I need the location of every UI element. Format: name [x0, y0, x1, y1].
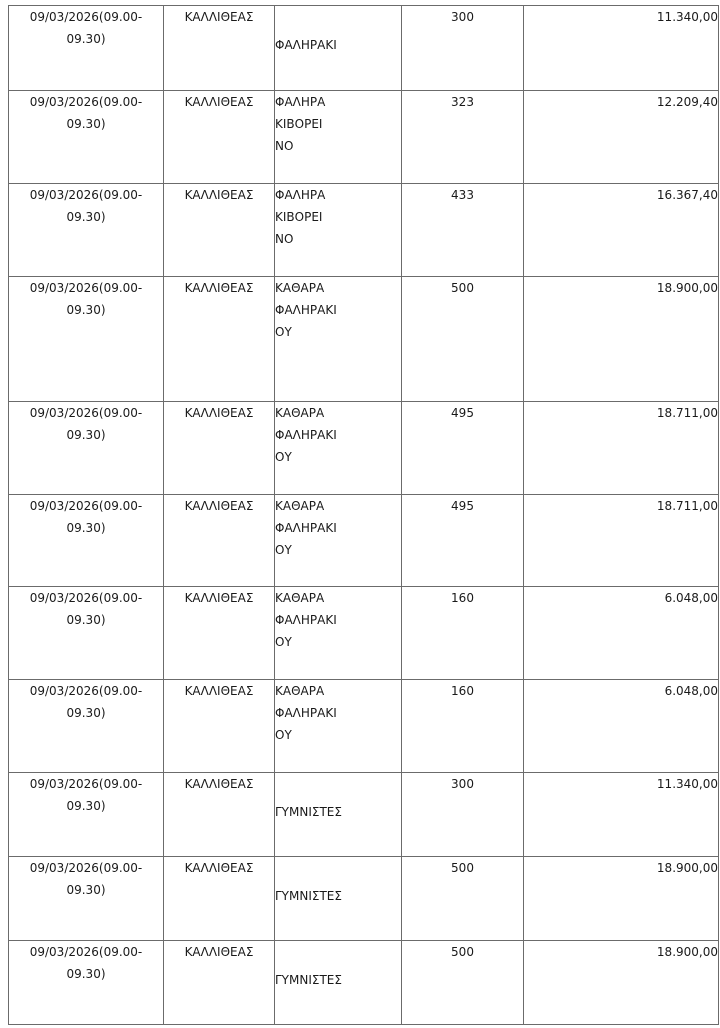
beach-cell: [275, 402, 402, 495]
amount-cell: 6.048,00: [524, 680, 719, 773]
amount-cell: 18.900,00: [524, 277, 719, 402]
beach-name-text: ΦΑΛΗΡΑΚΙ: [275, 38, 337, 52]
beach-name-text: ΦΑΛΗΡΑΚΙ: [275, 428, 337, 442]
beach-cell: [275, 495, 402, 587]
table-row: [9, 680, 719, 773]
quantity-cell: 160: [402, 680, 524, 773]
beach-name-text: ΝΟ: [275, 232, 294, 246]
date-time-cell: [9, 6, 164, 91]
amount-cell: 18.711,00: [524, 495, 719, 587]
beach-cell: [275, 941, 402, 1025]
date-time-text: 09.30): [66, 521, 106, 535]
beach-cell: [275, 773, 402, 857]
municipality-cell: ΚΑΛΛΙΘΕΑΣ: [164, 91, 275, 184]
amount-cell: 18.900,00: [524, 857, 719, 941]
amount-cell: 11.340,00: [524, 6, 719, 91]
municipality-cell: ΚΑΛΛΙΘΕΑΣ: [164, 277, 275, 402]
beach-name-text: ΚΑΘΑΡΑ: [275, 406, 325, 420]
table-row: [9, 184, 719, 277]
schedule-table-body: [9, 6, 719, 1025]
date-time-cell: [9, 91, 164, 184]
beach-cell: [275, 184, 402, 277]
beach-cell: [275, 857, 402, 941]
date-time-cell: [9, 495, 164, 587]
date-time-text: 09.30): [66, 883, 106, 897]
date-time-text: 09.30): [66, 428, 106, 442]
table-row: [9, 773, 719, 857]
beach-name-text: ΚΑΘΑΡΑ: [275, 281, 325, 295]
date-time-text: 09.30): [66, 303, 106, 317]
table-row: [9, 495, 719, 587]
quantity-cell: 300: [402, 6, 524, 91]
beach-name-text: ΟΥ: [275, 635, 292, 649]
amount-cell: 16.367,40: [524, 184, 719, 277]
date-time-text: 09/03/2026(09.00-: [29, 777, 143, 791]
municipality-cell: ΚΑΛΛΙΘΕΑΣ: [164, 587, 275, 680]
quantity-cell: 433: [402, 184, 524, 277]
date-time-cell: [9, 277, 164, 402]
municipality-cell: ΚΑΛΛΙΘΕΑΣ: [164, 402, 275, 495]
date-time-text: 09/03/2026(09.00-: [29, 499, 143, 513]
date-time-text: 09/03/2026(09.00-: [29, 188, 143, 202]
date-time-cell: [9, 402, 164, 495]
date-time-text: 09.30): [66, 32, 106, 46]
date-time-text: 09.30): [66, 117, 106, 131]
municipality-cell: ΚΑΛΛΙΘΕΑΣ: [164, 857, 275, 941]
beach-cell: [275, 680, 402, 773]
date-time-cell: [9, 587, 164, 680]
beach-name-text: ΚΑΘΑΡΑ: [275, 684, 325, 698]
schedule-table: [8, 5, 719, 1025]
date-time-cell: [9, 857, 164, 941]
quantity-cell: 500: [402, 857, 524, 941]
beach-cell: [275, 587, 402, 680]
date-time-text: 09/03/2026(09.00-: [29, 861, 143, 875]
date-time-text: 09/03/2026(09.00-: [29, 945, 143, 959]
date-time-text: 09/03/2026(09.00-: [29, 95, 143, 109]
beach-name-text: ΚΑΘΑΡΑ: [275, 499, 325, 513]
beach-name-text: ΦΑΛΗΡΑ: [275, 188, 326, 202]
quantity-cell: 500: [402, 277, 524, 402]
quantity-cell: 500: [402, 941, 524, 1025]
beach-name-text: ΓΥΜΝΙΣΤΕΣ: [275, 973, 342, 987]
table-row: [9, 857, 719, 941]
municipality-cell: ΚΑΛΛΙΘΕΑΣ: [164, 773, 275, 857]
municipality-cell: ΚΑΛΛΙΘΕΑΣ: [164, 495, 275, 587]
beach-name-text: ΝΟ: [275, 139, 294, 153]
date-time-text: 09.30): [66, 967, 106, 981]
beach-name-text: ΦΑΛΗΡΑ: [275, 95, 326, 109]
beach-name-text: ΚΙΒΟΡΕΙ: [275, 210, 323, 224]
date-time-text: 09.30): [66, 613, 106, 627]
quantity-cell: 160: [402, 587, 524, 680]
date-time-text: 09/03/2026(09.00-: [29, 684, 143, 698]
beach-name-text: ΟΥ: [275, 450, 292, 464]
date-time-text: 09.30): [66, 706, 106, 720]
date-time-cell: [9, 941, 164, 1025]
date-time-cell: [9, 680, 164, 773]
municipality-cell: ΚΑΛΛΙΘΕΑΣ: [164, 941, 275, 1025]
municipality-cell: ΚΑΛΛΙΘΕΑΣ: [164, 6, 275, 91]
beach-name-text: ΚΙΒΟΡΕΙ: [275, 117, 323, 131]
date-time-text: 09/03/2026(09.00-: [29, 281, 143, 295]
beach-name-text: ΟΥ: [275, 325, 292, 339]
amount-cell: 12.209,40: [524, 91, 719, 184]
beach-name-text: ΓΥΜΝΙΣΤΕΣ: [275, 805, 342, 819]
amount-cell: 18.900,00: [524, 941, 719, 1025]
date-time-text: 09.30): [66, 799, 106, 813]
beach-name-text: ΚΑΘΑΡΑ: [275, 591, 325, 605]
amount-cell: 18.711,00: [524, 402, 719, 495]
municipality-cell: ΚΑΛΛΙΘΕΑΣ: [164, 184, 275, 277]
beach-name-text: ΦΑΛΗΡΑΚΙ: [275, 521, 337, 535]
beach-name-text: ΟΥ: [275, 728, 292, 742]
beach-name-text: ΓΥΜΝΙΣΤΕΣ: [275, 889, 342, 903]
beach-cell: [275, 91, 402, 184]
beach-name-text: ΟΥ: [275, 543, 292, 557]
date-time-text: 09.30): [66, 210, 106, 224]
quantity-cell: 495: [402, 402, 524, 495]
date-time-text: 09/03/2026(09.00-: [29, 10, 143, 24]
table-row: [9, 402, 719, 495]
table-row: [9, 941, 719, 1025]
date-time-cell: [9, 184, 164, 277]
quantity-cell: 323: [402, 91, 524, 184]
beach-cell: [275, 6, 402, 91]
beach-cell: [275, 277, 402, 402]
table-row: [9, 6, 719, 91]
amount-cell: 11.340,00: [524, 773, 719, 857]
table-row: [9, 277, 719, 402]
beach-name-text: ΦΑΛΗΡΑΚΙ: [275, 303, 337, 317]
date-time-text: 09/03/2026(09.00-: [29, 406, 143, 420]
table-row: [9, 91, 719, 184]
date-time-cell: [9, 773, 164, 857]
date-time-text: 09/03/2026(09.00-: [29, 591, 143, 605]
beach-name-text: ΦΑΛΗΡΑΚΙ: [275, 706, 337, 720]
quantity-cell: 300: [402, 773, 524, 857]
table-row: [9, 587, 719, 680]
quantity-cell: 495: [402, 495, 524, 587]
beach-name-text: ΦΑΛΗΡΑΚΙ: [275, 613, 337, 627]
amount-cell: 6.048,00: [524, 587, 719, 680]
municipality-cell: ΚΑΛΛΙΘΕΑΣ: [164, 680, 275, 773]
